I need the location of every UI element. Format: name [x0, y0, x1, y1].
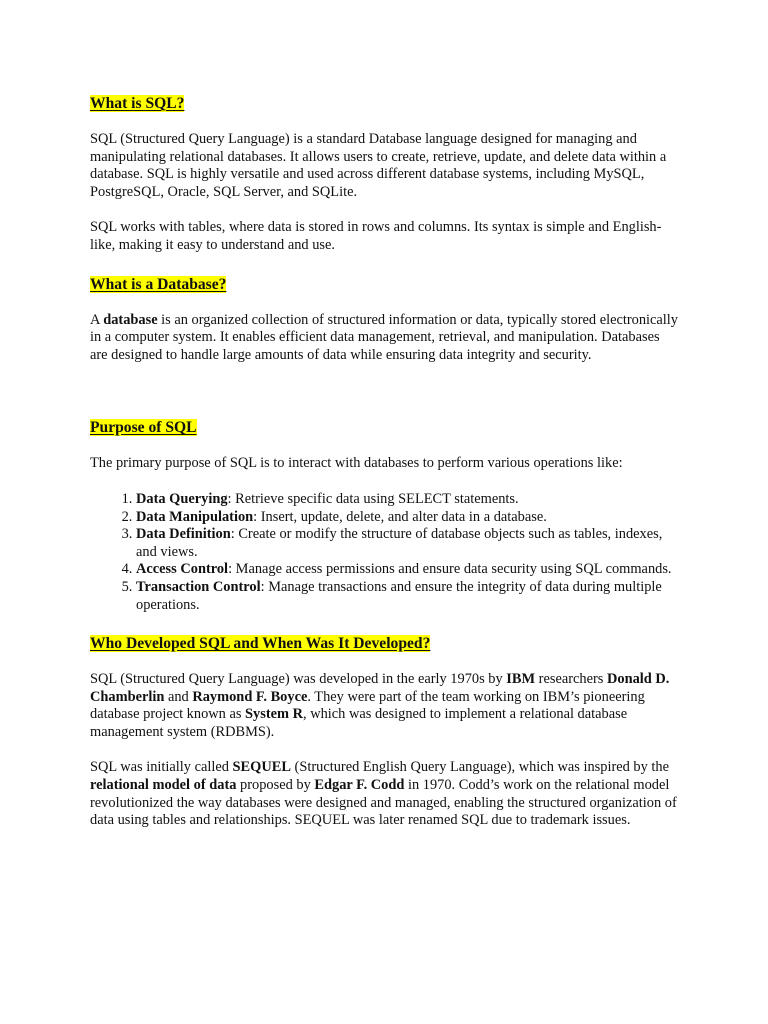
paragraph-purpose-intro: The primary purpose of SQL is to interact with databases to perform various operations like:: [90, 455, 623, 472]
text-run: proposed by: [236, 777, 315, 794]
purpose-item-term: Transaction Control: [136, 578, 261, 595]
text-run: (Structured English Query Language), which was inspired by the: [290, 759, 669, 776]
bold-term: relational model of data: [90, 777, 237, 794]
heading-purpose-of-sql: Purpose of SQL: [90, 419, 197, 437]
bold-term: IBM: [506, 671, 536, 688]
paragraph-database-definition: A database is an organized collection of structured information or data, typically stored electronically in a computer system. It enables efficient data management, retrieval, and manipulation. Databases are designed to handle large amounts of data while ensuring data integrity and security.: [90, 311, 678, 363]
purpose-item-description: : Create or modify the structure of database objects such as tables, indexes, and views.: [136, 526, 663, 560]
text-run: , which was designed to implement a relational database management system (RDBMS).: [90, 706, 628, 740]
purpose-list: [90, 491, 678, 614]
purpose-list-item: [136, 491, 678, 509]
purpose-list-item: [136, 561, 678, 579]
heading-history: Who Developed SQL and When Was It Developed?: [90, 635, 431, 653]
text-run: . They were part of the team working on IBM’s pioneering database project known as: [90, 688, 645, 723]
bold-term: Raymond F. Boyce: [192, 688, 308, 705]
purpose-item-term: Data Querying: [136, 490, 228, 507]
purpose-list-item: [136, 579, 678, 614]
bold-term: Edgar F. Codd: [314, 777, 405, 794]
purpose-list-item: [136, 526, 678, 561]
text-run: SQL (Structured Query Language) was developed in the early 1970s by: [90, 671, 507, 688]
text-run: and: [164, 688, 193, 705]
paragraph-history-developers: [90, 671, 678, 741]
text-run: researchers: [535, 671, 607, 688]
bold-term: SEQUEL: [232, 759, 291, 776]
bold-term: System R: [245, 706, 304, 723]
heading-what-is-sql: What is SQL?: [90, 95, 185, 112]
paragraph-history-sequel: [90, 759, 678, 829]
text-run: in 1970. Codd’s work on the relational model revolutionized the way databases were designed and managed, enabling the structured organization of data using tables and relationships. SEQUEL was later renamed SQL due to trademark issues.: [90, 777, 677, 829]
purpose-list-item: [136, 509, 678, 527]
text-run: SQL was initially called: [90, 759, 233, 776]
paragraph-sql-definition: SQL (Structured Query Language) is a standard Database language designed for managing and manipulating relational databases. It allows users to create, retrieve, update, and delete data within a database. SQL is highly versatile and used across different database systems, including MySQL, PostgreSQL, Oracle, SQL Server, and SQLite.: [90, 131, 667, 200]
purpose-item-term: Access Control: [136, 561, 229, 578]
purpose-item-description: : Insert, update, delete, and alter data in a database.: [253, 508, 547, 525]
purpose-item-description: : Manage transactions and ensure the integrity of data during multiple operations.: [136, 578, 662, 613]
purpose-item-term: Data Manipulation: [136, 508, 254, 525]
purpose-item-description: : Retrieve specific data using SELECT statements.: [227, 490, 519, 507]
purpose-item-description: : Manage access permissions and ensure data security using SQL commands.: [228, 561, 672, 578]
bold-term: Donald D. Chamberlin: [90, 671, 670, 705]
heading-what-is-database: What is a Database?: [90, 275, 227, 293]
purpose-item-term: Data Definition: [136, 526, 231, 543]
paragraph-sql-tables: SQL works with tables, where data is stored in rows and columns. Its syntax is simple and English-like, making it easy to understand and use.: [90, 219, 662, 253]
